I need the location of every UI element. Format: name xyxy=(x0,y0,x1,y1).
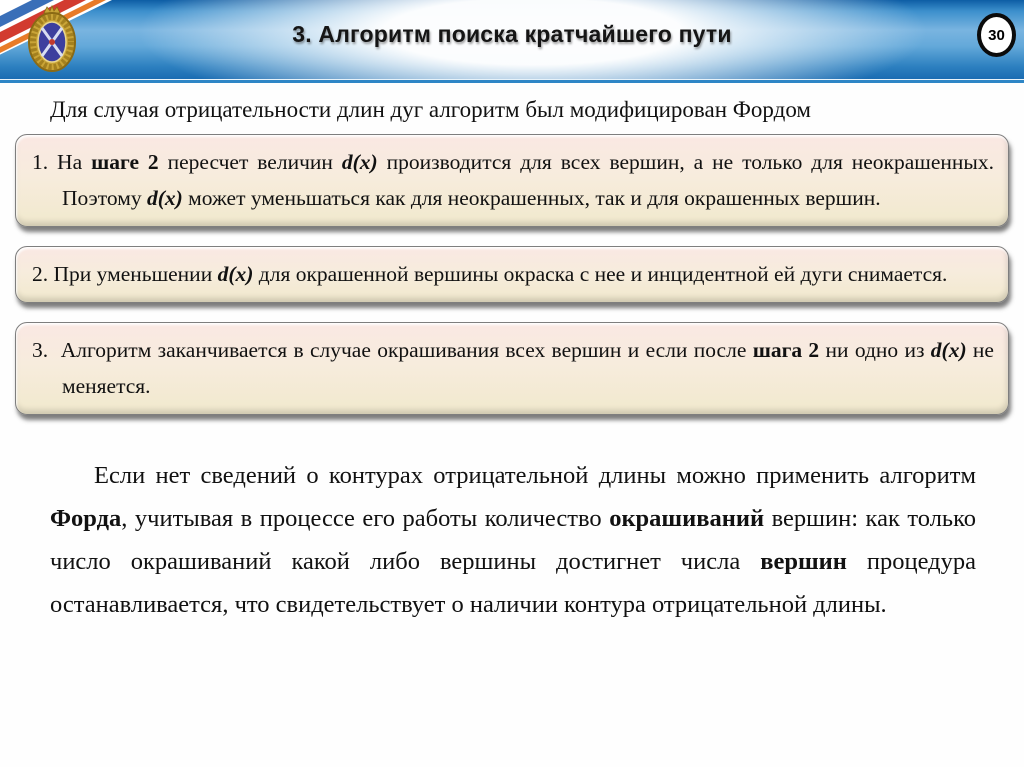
note-box-3-text: 3. Алгоритм заканчивается в случае окрашивания всех вершин и если после шага 2 ни одно из d(x) не меняется. xyxy=(32,338,994,398)
intro-paragraph: Для случая отрицательности длин дуг алгоритм был модифицирован Фордом xyxy=(50,97,811,122)
slide-header xyxy=(0,0,1024,79)
slide-body xyxy=(0,94,1024,626)
note-box-2-text: 2. При уменьшении d(x) для окрашенной вершины окраска с нее и инцидентной ей дуги снимается. xyxy=(32,262,948,286)
note-box-2 xyxy=(15,246,1009,303)
header-separator-blue xyxy=(0,80,1024,83)
page-title: 3. Алгоритм поиска кратчайшего пути xyxy=(292,21,732,47)
note-box-3 xyxy=(15,322,1009,415)
page-number-badge xyxy=(977,13,1016,57)
note-box-1-text: 1. На шаге 2 пересчет величин d(x) производится для всех вершин, а не только для неокрашенных. Поэтому d(x) может уменьшаться как для неокрашенных, так и для окрашенных вершин. xyxy=(32,150,994,210)
note-box-1 xyxy=(15,134,1009,227)
page-number: 30 xyxy=(988,26,1005,44)
closing-paragraph: Если нет сведений о контурах отрицательной длины можно применить алгоритм Форда, учитывая в процессе его работы количество окрашиваний вершин: как только число окрашиваний какой либо вершины достигнет числа вершин процедура останавливается, что свидетельствует о наличии контура отрицательной длины. xyxy=(50,462,977,618)
